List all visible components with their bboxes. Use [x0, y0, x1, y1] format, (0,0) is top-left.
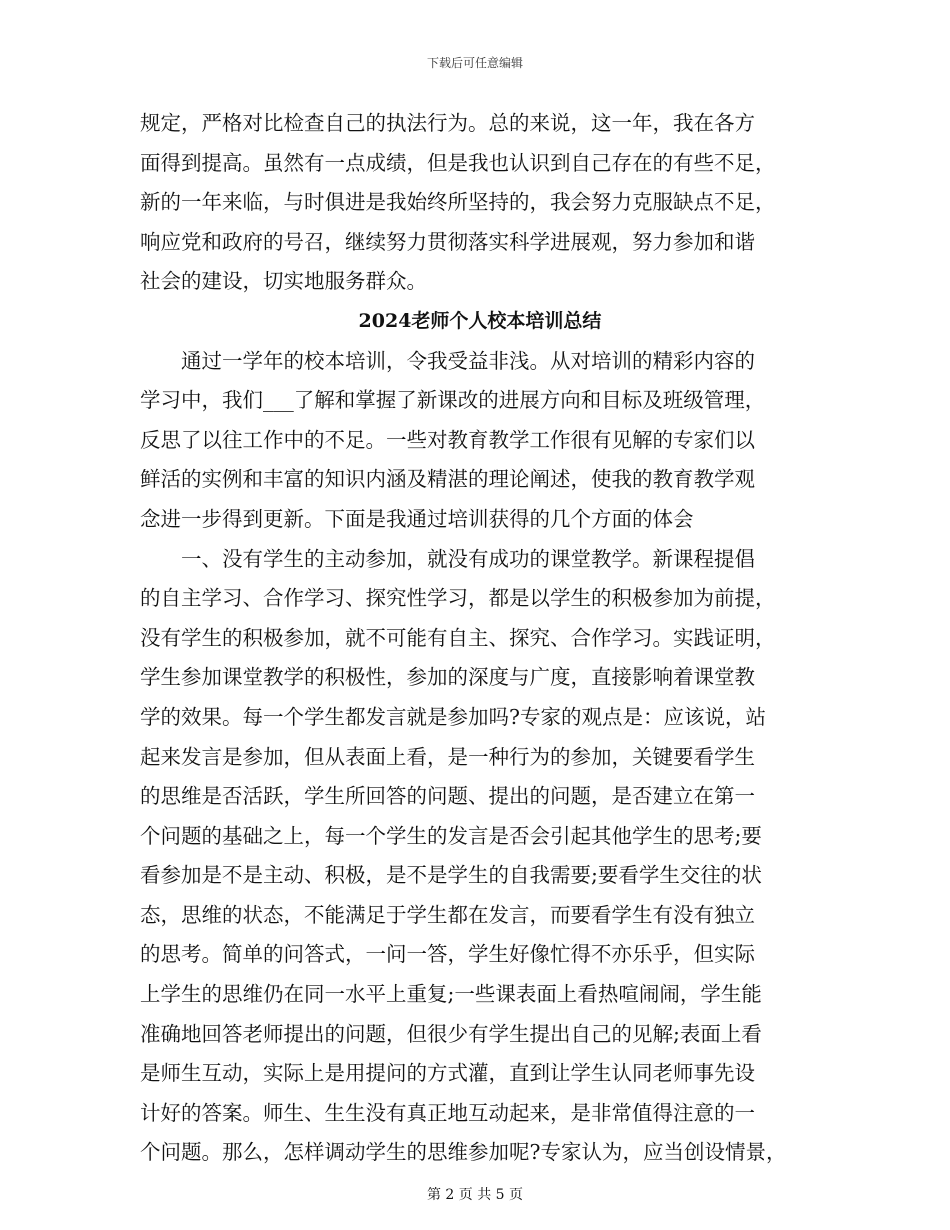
text-line: 个问题的基础之上，每一个学生的发言是否会引起其他学生的思考;要 [140, 823, 762, 848]
text-line: 的自主学习、合作学习、探究性学习，都是以学生的积极参加为前提， [140, 586, 776, 611]
text-line: 是师生互动，实际上是用提问的方式灌，直到让学生认同老师事先设 [140, 1061, 755, 1086]
text-line: 的思考。简单的问答式，一问一答，学生好像忙得不亦乐乎，但实际 [140, 942, 755, 967]
text-line: 面得到提高。虽然有一点成绩，但是我也认识到自己存在的有些不足， [140, 150, 776, 175]
text-line: 态，思维的状态，不能满足于学生都在发言，而要看学生有没有独立 [140, 902, 755, 927]
text-line: 社会的建设，切实地服务群众。 [140, 269, 427, 294]
text-line: 学生参加课堂教学的积极性，参加的深度与广度，直接影响着课堂教 [140, 665, 755, 690]
text-line: 的思维是否活跃，学生所回答的问题、提出的问题，是否建立在第一 [140, 784, 755, 809]
text-line: 念进一步得到更新。下面是我通过培训获得的几个方面的体会 [140, 506, 694, 531]
text-line: 上学生的思维仍在同一水平上重复;一些课表面上看热喧闹闹，学生能 [140, 982, 762, 1007]
section-title: 2024老师个人校本培训总结 [358, 309, 602, 332]
text-line: 响应党和政府的号召，继续努力贯彻落实科学进展观，努力参加和谐 [140, 229, 755, 254]
text-line: 规定，严格对比检查自己的执法行为。总的来说，这一年，我在各方 [140, 111, 755, 135]
text-line: 准确地回答老师提出的问题，但很少有学生提出自己的见解;表面上看 [140, 1021, 762, 1046]
text-line: 学习中，我们___了解和掌握了新课改的进展方向和目标及班级管理， [140, 388, 766, 413]
text-line: 学的效果。每一个学生都发言就是参加吗?专家的观点是：应该说，站 [140, 704, 766, 729]
document-body [140, 104, 820, 1173]
page-number: 第 2 页 共 5 页 [426, 1187, 524, 1203]
text-line: 起来发言是参加，但从表面上看，是一种行为的参加，关键要看学生 [140, 744, 755, 769]
text-line: 新的一年来临，与时俱进是我始终所坚持的，我会努力克服缺点不足， [140, 190, 776, 215]
text-line: 个问题。那么，怎样调动学生的思维参加呢?专家认为，应当创设情景， [140, 1140, 787, 1165]
text-line: 计好的答案。师生、生生没有真正地互动起来，是非常值得注意的一 [140, 1100, 755, 1125]
text-line: 反思了以往工作中的不足。一些对教育教学工作很有见解的专家们以 [140, 427, 755, 452]
text-line: 鲜活的实例和丰富的知识内涵及精湛的理论阐述，使我的教育教学观 [140, 467, 755, 492]
text-line: 看参加是不是主动、积极，是不是学生的自我需要;要看学生交往的状 [140, 863, 762, 888]
page-header-note: 下载后可任意编辑 [426, 56, 523, 70]
text-line: 一、没有学生的主动参加，就没有成功的课堂教学。新课程提倡 [140, 546, 755, 571]
text-line: 通过一学年的校本培训，令我受益非浅。从对培训的精彩内容的 [140, 348, 755, 373]
text-line: 没有学生的积极参加，就不可能有自主、探究、合作学习。实践证明， [140, 625, 776, 650]
